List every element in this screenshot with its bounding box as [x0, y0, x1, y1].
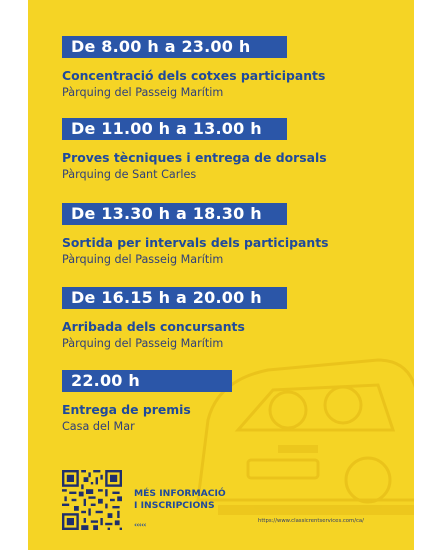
- event-place: Pàrquing de Sant Carles: [62, 168, 197, 181]
- event-5: [62, 370, 232, 434]
- event-3: [62, 203, 329, 267]
- info-line-1: MÉS INFORMACIÓ: [134, 488, 226, 499]
- time-bar: De 8.00 h a 23.00 h: [62, 36, 287, 58]
- event-title: Entrega de premis: [62, 402, 191, 417]
- info-line-2: I INSCRIPCIONS: [134, 499, 215, 511]
- event-place: Pàrquing del Passeig Marítim: [62, 253, 224, 266]
- event-place: Pàrquing del Passeig Marítim: [62, 86, 224, 99]
- time-bar: De 16.15 h a 20.00 h: [62, 287, 287, 309]
- event-title: Arribada dels concursants: [62, 319, 245, 334]
- event-title: Sortida per intervals dels participants: [62, 235, 329, 250]
- event-1: [62, 36, 325, 100]
- time-bar: De 11.00 h a 13.00 h: [62, 118, 287, 140]
- event-title: Concentració dels cotxes participants: [62, 68, 326, 83]
- event-title: Proves tècniques i entrega de dorsals: [62, 150, 327, 165]
- event-place: Casa del Mar: [62, 420, 135, 433]
- event-4: [62, 287, 287, 351]
- poster: [28, 0, 414, 550]
- time-bar: De 13.30 h a 18.30 h: [62, 203, 287, 225]
- chevron-left-icon: ‹‹‹‹‹: [134, 521, 146, 529]
- website-link[interactable]: https://www.classicrentservices.com/ca/: [258, 518, 364, 524]
- event-2: [62, 118, 327, 182]
- qr-code-icon[interactable]: [62, 470, 122, 530]
- time-bar: 22.00 h: [62, 370, 232, 392]
- more-info-label: [134, 488, 226, 511]
- event-place: Pàrquing del Passeig Marítim: [62, 337, 224, 350]
